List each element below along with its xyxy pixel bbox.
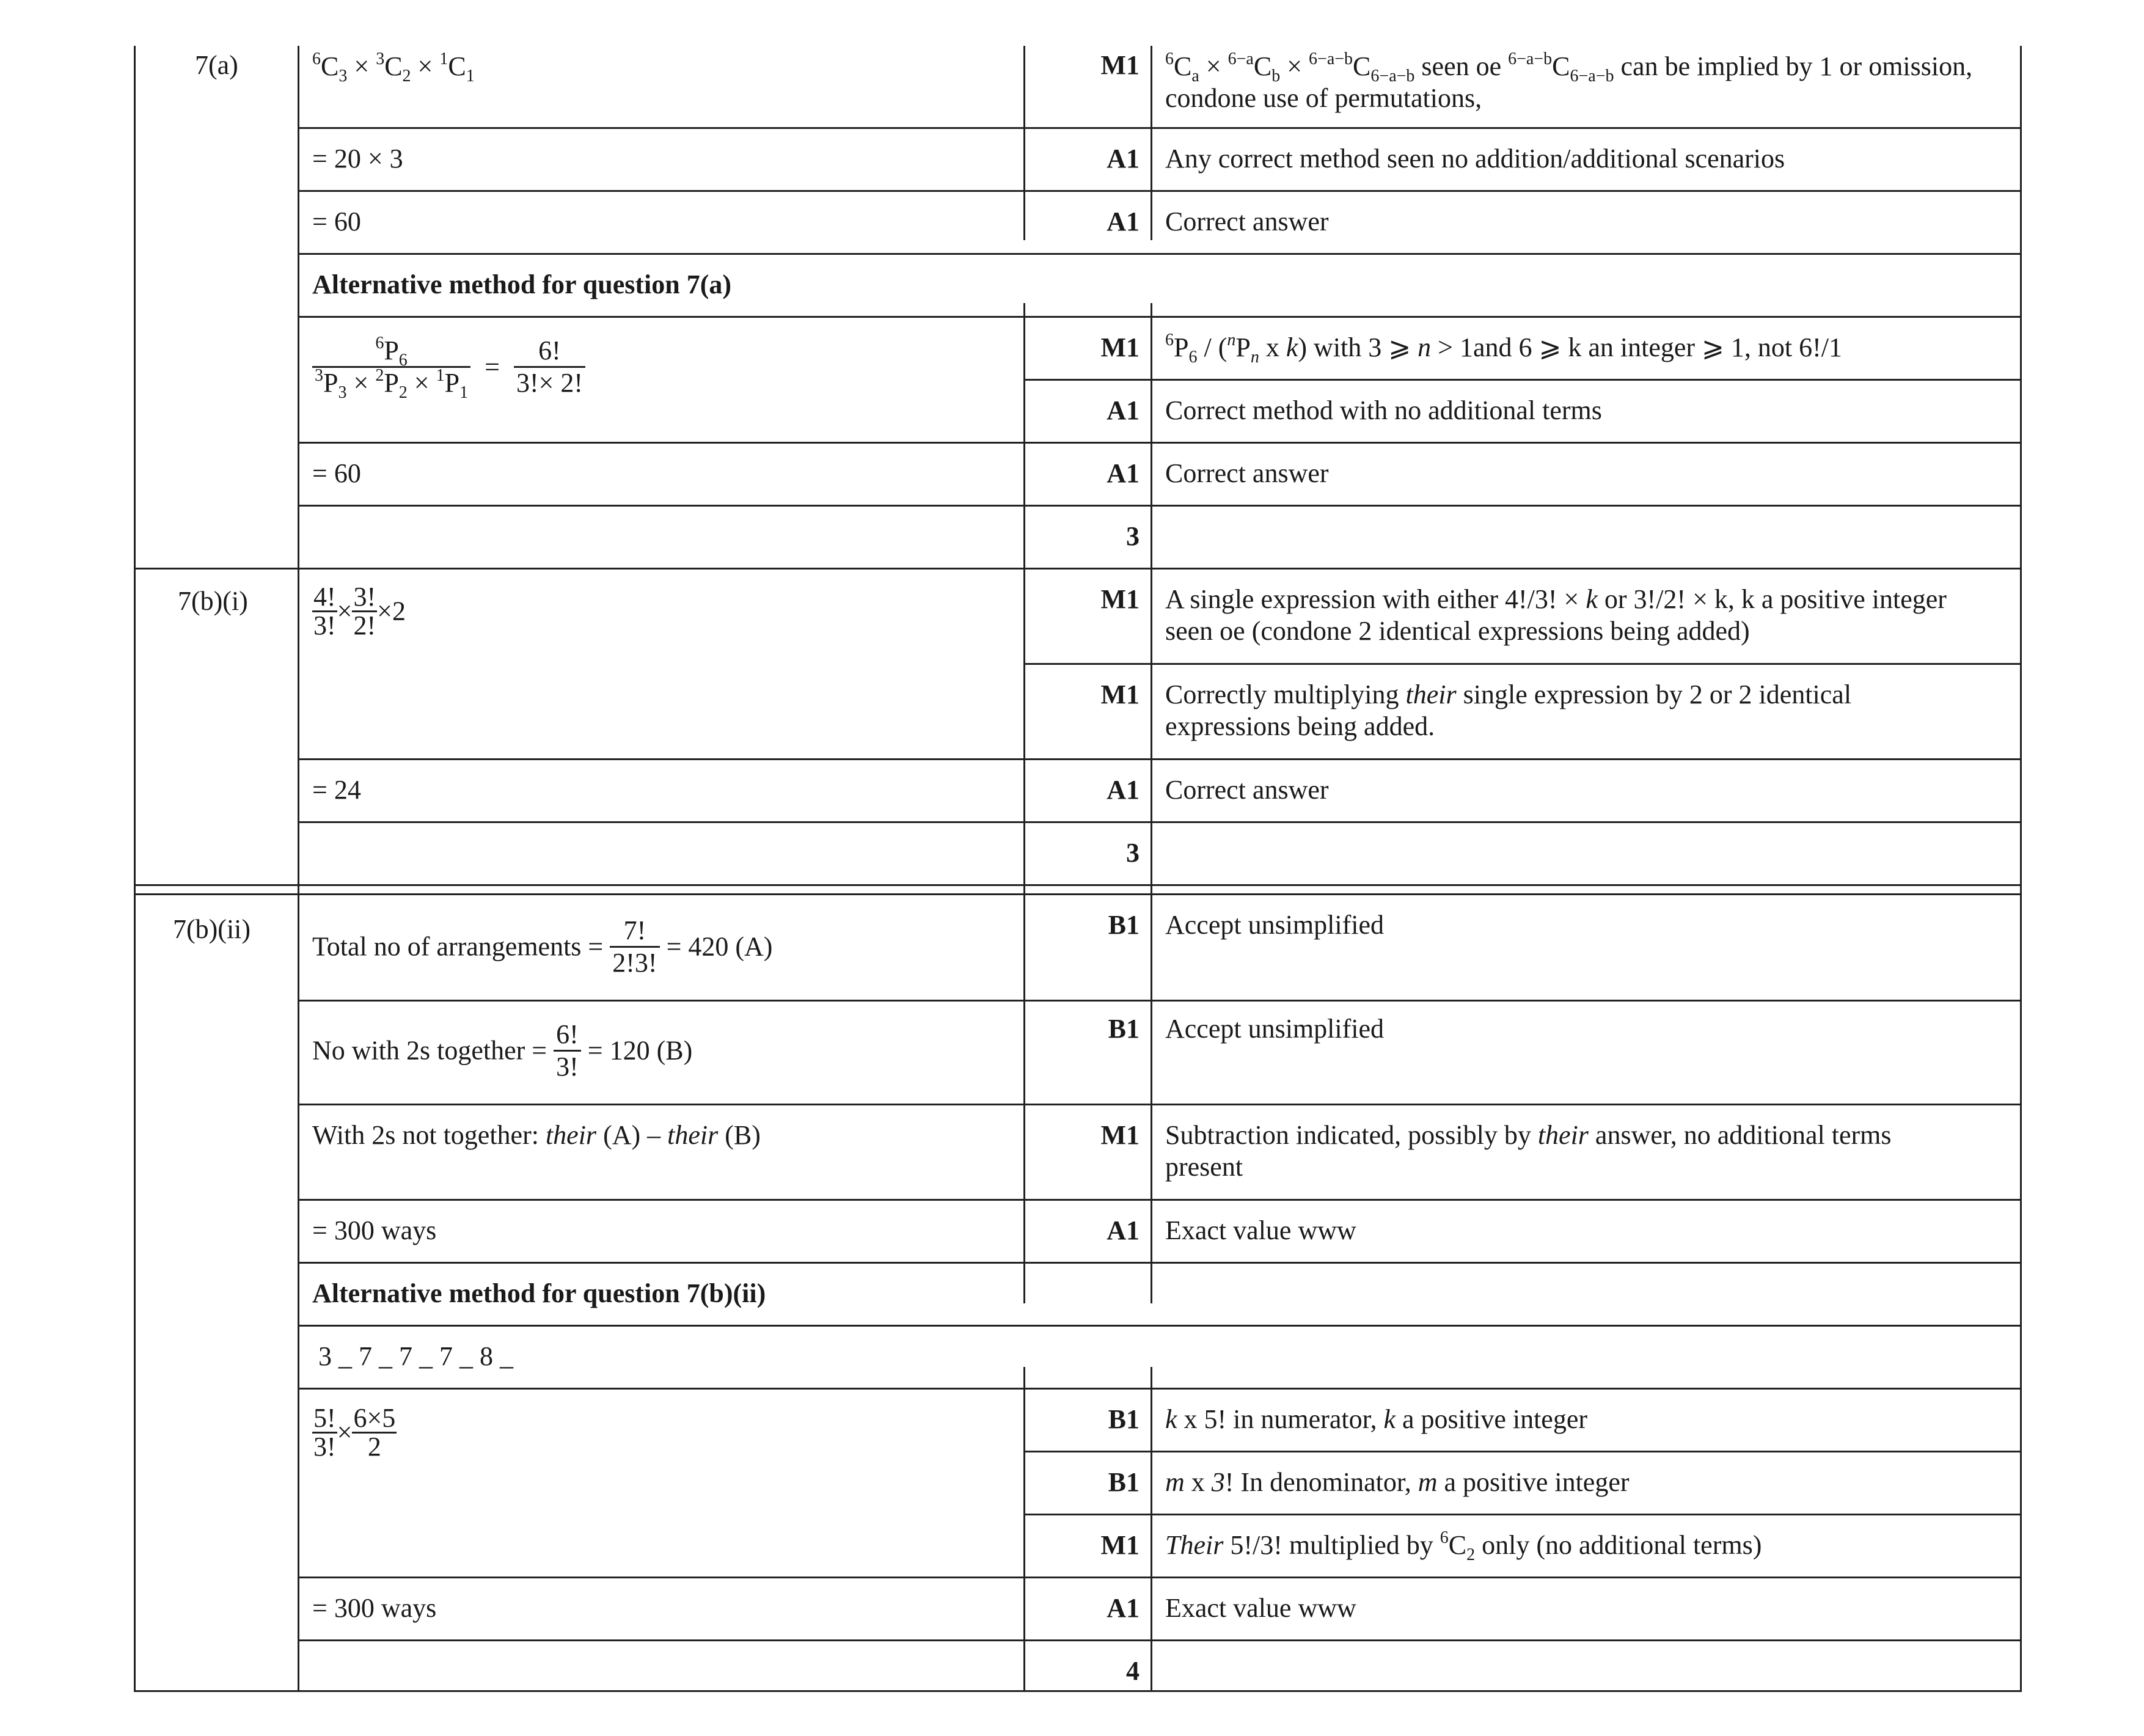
column-divider-marks <box>1151 1367 1152 1692</box>
mark-scheme-table <box>134 46 2022 1692</box>
guidance-cell: Exact value www <box>1165 1593 1356 1623</box>
guidance-cell: m x 3! In denominator, m a positive integer <box>1165 1467 1630 1497</box>
question-label: 7(b)(ii) <box>173 914 251 944</box>
fraction: $\frac{5!}{3!}$ <box>313 1403 336 1462</box>
guidance-cell: k x 5! in numerator, k a positive integer <box>1165 1404 1588 1434</box>
guidance-cell: Exact value www <box>1165 1215 1356 1245</box>
alternative-method-heading: Alternative method for question 7(a) <box>312 269 731 299</box>
question-label: 7(a) <box>195 50 238 80</box>
row-line <box>298 1104 2022 1105</box>
row-line <box>298 253 2022 255</box>
answer-cell: = 20 × 3 <box>312 144 403 174</box>
answer-cell: 3 _ 7 _ 7 _ 7 _ 8 _ <box>318 1341 513 1371</box>
row-line <box>298 821 2022 823</box>
answer-cell: = 300 ways <box>312 1215 437 1245</box>
guidance-cell: Correctly multiplying their single expression by 2 or 2 identical expressions being added. <box>1165 679 1852 741</box>
column-divider-marks <box>1151 46 1152 240</box>
row-line <box>298 1639 2022 1641</box>
mark-code: B1 <box>1108 1467 1140 1497</box>
mark-code: B1 <box>1108 1014 1140 1044</box>
total-marks: 3 <box>1126 521 1140 551</box>
row-line <box>298 1325 2022 1327</box>
fraction: $\frac{6!}{3!}$ <box>554 1019 581 1082</box>
outer-left-border <box>134 46 136 1692</box>
row-line <box>298 1000 2022 1002</box>
guidance-cell: Correct answer <box>1165 207 1329 236</box>
mark-code: M1 <box>1100 1120 1140 1150</box>
total-marks: 4 <box>1126 1656 1140 1686</box>
row-line <box>1023 1514 2022 1515</box>
guidance-cell: Any correct method seen no addition/additional scenarios <box>1165 144 1785 174</box>
row-line <box>298 505 2022 507</box>
answer-cell: = 60 <box>312 458 361 488</box>
column-divider-answer <box>1023 303 1025 1303</box>
answer-cell: $\frac{4!}{3!}$ × $\frac{3!}{2!}$ ×2 <box>313 582 406 640</box>
row-line <box>298 190 2022 192</box>
mark-code: A1 <box>1107 1215 1140 1245</box>
mark-code: B1 <box>1108 1404 1140 1434</box>
mark-code: B1 <box>1108 910 1140 940</box>
column-divider-question <box>298 46 299 1692</box>
answer-cell: = 300 ways <box>312 1593 437 1623</box>
guidance-cell: $^6P_6 / (^nP_n$ x k) with 3 ⩾ n > 1and 6 ⩾ k an integer ⩾ 1, not 6!/1 <box>1165 331 1843 367</box>
fraction: $\frac{^6P_6}{^3P_3 \times ^2P_2 \times ^1P_1}$ <box>312 335 470 398</box>
guidance-cell: Their 5!/3! multiplied by $^6C_2$ only (no additional terms) <box>1165 1528 1762 1564</box>
row-line <box>1023 1451 2022 1452</box>
mark-code: M1 <box>1100 679 1140 709</box>
answer-cell: $\frac{^6P_6}{^3P_3 \times ^2P_2 \times ^1P_1}$ = $\frac{6!}{3!\times 2!}$ <box>312 335 585 398</box>
total-marks: 3 <box>1126 838 1140 868</box>
mark-code: A1 <box>1107 395 1140 425</box>
answer-cell: $^6C_3 \times ^3C_2 \times ^1C_1$ <box>312 49 475 86</box>
guidance-cell: Correct answer <box>1165 458 1329 488</box>
row-line <box>298 1388 2022 1390</box>
row-line <box>298 1262 2022 1264</box>
mark-code: A1 <box>1107 1593 1140 1623</box>
mark-code: A1 <box>1107 144 1140 174</box>
answer-cell: $\frac{5!}{3!}$ × $\frac{6\times 5}{2}$ <box>313 1403 396 1462</box>
column-divider-answer <box>1023 46 1025 240</box>
mark-code: A1 <box>1107 207 1140 236</box>
row-line <box>298 758 2022 760</box>
fraction: $\frac{6\times 5}{2}$ <box>353 1403 396 1462</box>
answer-cell: With 2s not together: their (A) – their (B) <box>312 1120 761 1150</box>
mark-code: A1 <box>1107 458 1140 488</box>
outer-bottom-border <box>134 1690 2022 1692</box>
answer-cell: = 60 <box>312 207 361 236</box>
column-divider-marks <box>1151 303 1152 1303</box>
fraction: $\frac{3!}{2!}$ <box>353 582 376 640</box>
guidance-cell: Correct answer <box>1165 775 1329 805</box>
guidance-cell: $^6C_a \times ^{6-a}C_b \times ^{6-a-b}C_{6-a-b}$ seen oe $^{6-a-b}C_{6-a-b}$ can be implied by 1 or omission, condone use of permutations, <box>1165 49 1973 113</box>
mark-code: A1 <box>1107 775 1140 805</box>
row-line <box>1023 663 2022 665</box>
guidance-cell: Subtraction indicated, possibly by their answer, no additional terms present <box>1165 1120 1892 1182</box>
row-line <box>298 316 2022 318</box>
fraction: $\frac{7!}{2!3!}$ <box>610 915 659 978</box>
mark-code: M1 <box>1100 1530 1140 1560</box>
fraction: $\frac{6!}{3!\times 2!}$ <box>514 335 585 398</box>
row-line <box>298 127 2022 129</box>
outer-right-border <box>2020 46 2022 1692</box>
row-line <box>134 884 2022 886</box>
row-line <box>134 893 2022 895</box>
mark-code: M1 <box>1100 584 1140 614</box>
guidance-cell: Accept unsimplified <box>1165 910 1385 940</box>
row-line <box>298 1577 2022 1578</box>
guidance-cell: Correct method with no additional terms <box>1165 395 1602 425</box>
fraction: $\frac{4!}{3!}$ <box>313 582 336 640</box>
row-line <box>298 1199 2022 1201</box>
mark-code: M1 <box>1100 50 1140 80</box>
row-line <box>1023 379 2022 381</box>
row-line <box>298 442 2022 444</box>
mark-code: M1 <box>1100 332 1140 362</box>
answer-cell: Total no of arrangements = $\frac{7!}{2!3!}$ = 420 (A) <box>312 915 773 978</box>
answer-cell: = 24 <box>312 775 361 805</box>
answer-cell: No with 2s together = $\frac{6!}{3!}$ = 120 (B) <box>312 1019 693 1082</box>
column-divider-answer <box>1023 1367 1025 1692</box>
row-line <box>134 568 2022 570</box>
alternative-method-heading: Alternative method for question 7(b)(ii) <box>312 1278 766 1308</box>
guidance-cell: A single expression with either 4!/3! × k or 3!/2! × k, k a positive integer seen oe (condone 2 identical expressions being added) <box>1165 584 1947 646</box>
question-label: 7(b)(i) <box>178 586 248 616</box>
guidance-cell: Accept unsimplified <box>1165 1014 1385 1044</box>
